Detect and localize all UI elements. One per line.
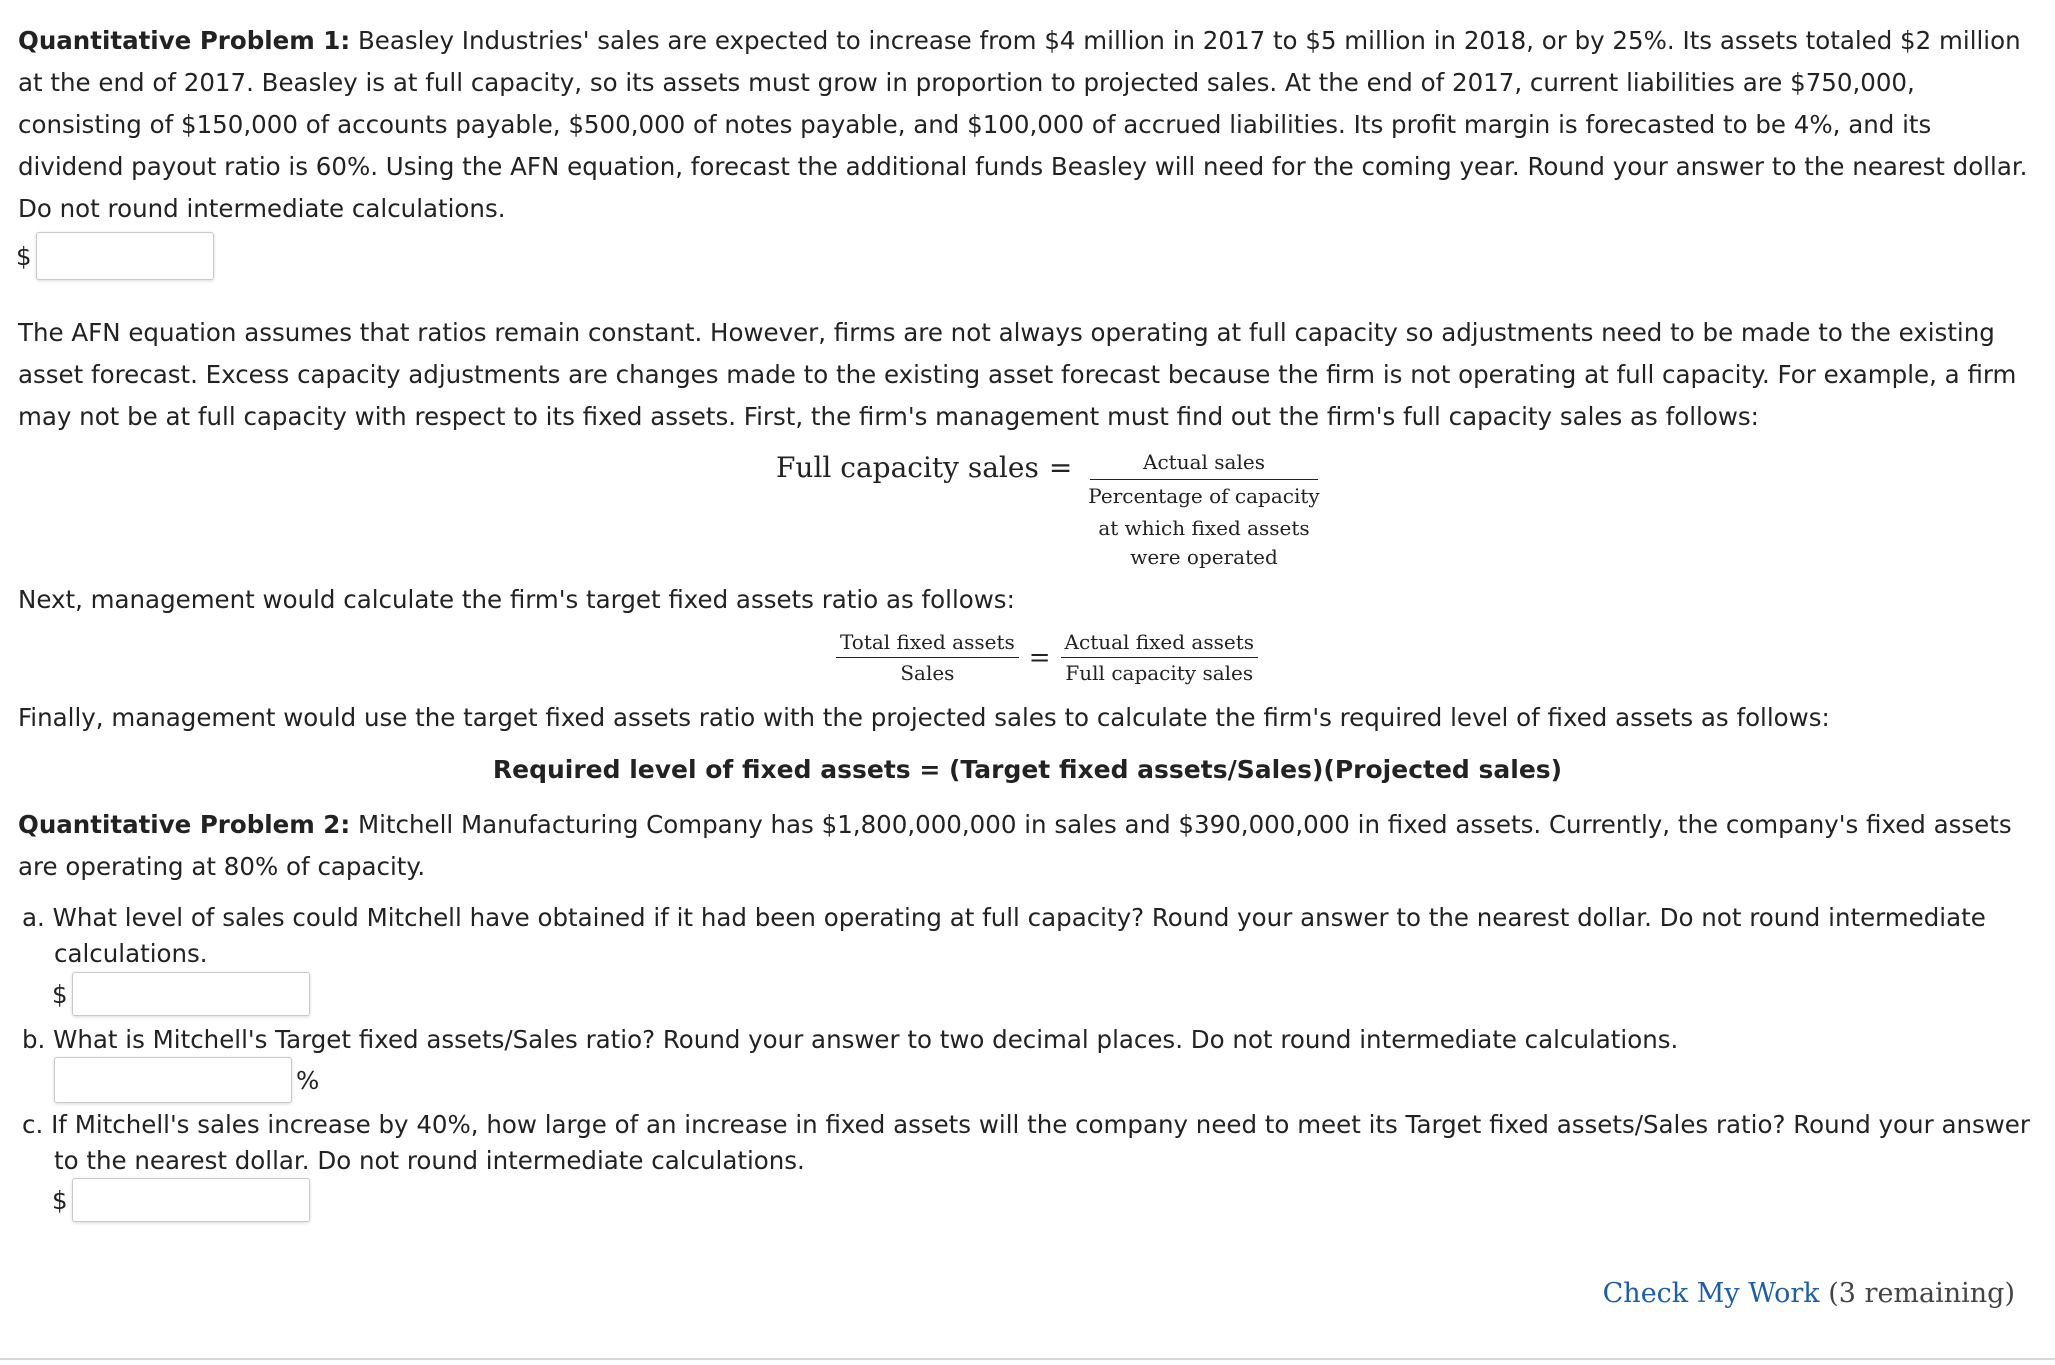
q2-part-b-answer-row	[54, 1057, 319, 1103]
q2-part-a-text: What level of sales could Mitchell have obtained if it had been operating at full capacity? Round your answer to the nearest dollar. Do not round intermediate calculations.	[52, 903, 1986, 968]
q2-part-a-currency: $	[52, 979, 68, 1009]
q2-part-b-text: What is Mitchell's Target fixed assets/Sales ratio? Round your answer to two decimal places. Do not round intermediate calculations.	[53, 1025, 1679, 1054]
bottom-divider	[0, 1358, 2055, 1360]
target-ratio-formula	[836, 629, 1258, 686]
q2-part-c-input[interactable]	[72, 1178, 310, 1222]
q1-currency: $	[16, 241, 32, 271]
explanation-paragraph-2: Next, management would calculate the firm's target fixed assets ratio as follows:	[18, 585, 1015, 614]
q2-part-c-text: If Mitchell's sales increase by 40%, how large of an increase in fixed assets will the company need to meet its Target fixed assets/Sales ratio? Round your answer to the nearest dollar. Do not round intermediate calculations.	[51, 1110, 2030, 1175]
q2-label: Quantitative Problem 2:	[18, 810, 351, 839]
check-my-work-link[interactable]: Check My Work	[1602, 1278, 1820, 1309]
q2-part-c-currency: $	[52, 1185, 68, 1215]
explanation-paragraph-1: The AFN equation assumes that ratios remain constant. However, firms are not always operating at full capacity so adjustments need to be made to the existing asset forecast. Excess capacity adjustments are changes made to the existing asset forecast because the firm is not operating at full capacity. For example, a firm may not be at full capacity with respect to its fixed assets. First, the firm's management must find out the firm's full capacity sales as follows:	[18, 318, 2017, 431]
formula2-rhs-numerator: Actual fixed assets	[1061, 629, 1258, 658]
formula2-rhs-fraction	[1061, 629, 1258, 686]
q2-part-c	[22, 1107, 2042, 1179]
q2-part-a-answer-row	[52, 972, 310, 1016]
q2-part-a-letter: a.	[22, 903, 45, 932]
formula1-denominator	[1084, 480, 1323, 572]
q1-answer-input[interactable]	[36, 232, 214, 280]
q1-label: Quantitative Problem 1:	[18, 26, 351, 55]
remaining-attempts: (3 remaining)	[1828, 1278, 2015, 1309]
formula1-denominator-line3: were operated	[1130, 545, 1278, 569]
formula2-rhs-denominator: Full capacity sales	[1065, 661, 1254, 685]
formula1-lhs: Full capacity sales	[776, 451, 1039, 484]
explanation-paragraph-3: Finally, management would use the target fixed assets ratio with the projected sales to calculate the firm's required level of fixed assets as follows:	[18, 703, 1830, 732]
formula2-lhs-numerator: Total fixed assets	[836, 629, 1019, 658]
q2-part-b-percent-sign: %	[296, 1065, 320, 1095]
q2-part-b-input[interactable]	[54, 1057, 292, 1103]
formula2-equals: =	[1028, 642, 1051, 673]
formula2-lhs-denominator: Sales	[900, 661, 955, 685]
q2-part-b-letter: b.	[22, 1025, 46, 1054]
q2-part-b	[22, 1022, 2042, 1058]
q2-part-c-question	[22, 1107, 2042, 1179]
formula2-lhs-fraction	[836, 629, 1019, 686]
formula1-denominator-line1: Percentage of capacity	[1088, 484, 1320, 508]
formula1-denominator-line2: at which fixed assets	[1098, 516, 1310, 540]
check-work-area	[1603, 1278, 2015, 1309]
q2-part-a-question	[22, 900, 2042, 972]
q1-text: Beasley Industries' sales are expected to increase from $4 million in 2017 to $5 million in 2018, or by 25%. Its assets totaled $2 million at the end of 2017. Beasley is at full capacity, so its assets must grow in proportion to projected sales. At the end of 2017, current liabilities are $750,000, consisting of $150,000 of accounts payable, $500,000 of notes payable, and $100,000 of accrued liabilities. Its profit margin is forecasted to be 4%, and its dividend payout ratio is 60%. Using the AFN equation, forecast the additional funds Beasley will need for the coming year. Round your answer to the nearest dollar. Do not round intermediate calculations.	[18, 26, 2028, 223]
q2-part-c-answer-row	[52, 1178, 310, 1222]
q2-paragraph	[18, 804, 2038, 888]
formula1-equals: =	[1048, 451, 1073, 484]
formula1-numerator: Actual sales	[1090, 448, 1318, 480]
q2-part-c-letter: c.	[22, 1110, 44, 1139]
formula1-fraction	[1084, 448, 1323, 572]
q2-text: Mitchell Manufacturing Company has $1,800,000,000 in sales and $390,000,000 in fixed assets. Currently, the company's fixed assets are operating at 80% of capacity.	[18, 810, 2012, 881]
q2-part-b-question	[22, 1022, 2042, 1058]
q1-paragraph	[18, 20, 2038, 230]
q2-part-a-input[interactable]	[72, 972, 310, 1016]
q2-part-a	[22, 900, 2042, 972]
full-capacity-formula	[776, 448, 1324, 572]
required-fixed-assets-formula: Required level of fixed assets = (Target fixed assets/Sales)(Projected sales)	[492, 755, 1563, 784]
q1-answer-row	[16, 232, 214, 280]
